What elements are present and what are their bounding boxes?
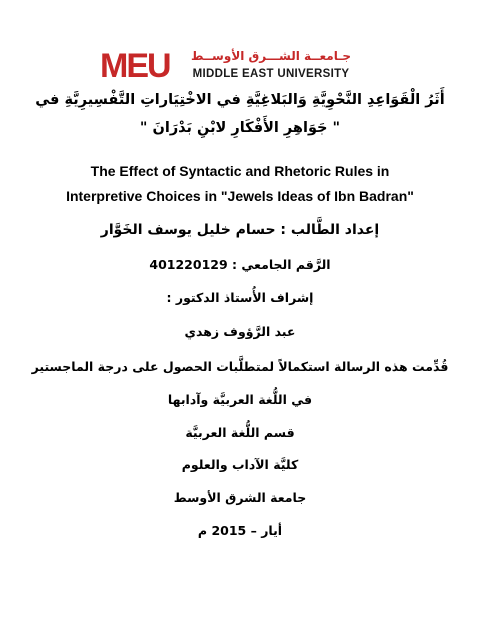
university-name: جامعة الشرق الأوسط [173,490,307,505]
logo-english-name: MIDDLE EAST UNIVERSITY [192,68,350,80]
degree-field: في اللُّغة العربيَّة وآدابها [167,392,313,407]
supervision-label: إشراف الأُستاذ الدكتور : [166,290,314,305]
thesis-statement: قُدِّمت هذه الرسالة استكمالاً لمتطلَّبات الحصول على درجة الماجستير [31,359,449,374]
arabic-title-line-2: " جَوَاهِرِ الأَفْكَارِ لابْنِ بَدْرَانَ " [139,120,341,136]
english-title-line-2: Interpretive Choices in "Jewels Ideas of Ibn Badran" [66,188,414,204]
university-logo [100,48,354,84]
supervisor-name: عبد الرَّؤوف زهدي [184,324,296,339]
student-id: الرَّقم الجامعي : 401220129 [149,257,331,272]
arabic-title-line-1: أَثَرُ الْقَوَاعِدِ النَّحْوِيَّةِ وَالبَلاغِيَّةِ في الاخْتِيَاراتِ التَّفْسِيرِيَّةِ في [35,92,445,108]
logo-arabic-name: جـامعــة الشـــرق الأوســط [191,49,351,63]
submission-date: أيار – 2015 م [197,523,283,538]
department-name: قسم اللُّغة العربيَّة [185,425,295,440]
faculty-name: كليَّة الآداب والعلوم [181,457,299,472]
student-name: إعداد الطَّالب : حسام خليل يوسف الخَوَّار [100,222,380,238]
english-title-line-1: The Effect of Syntactic and Rhetoric Rules in [90,163,390,179]
logo-mark: MEU [100,47,170,85]
